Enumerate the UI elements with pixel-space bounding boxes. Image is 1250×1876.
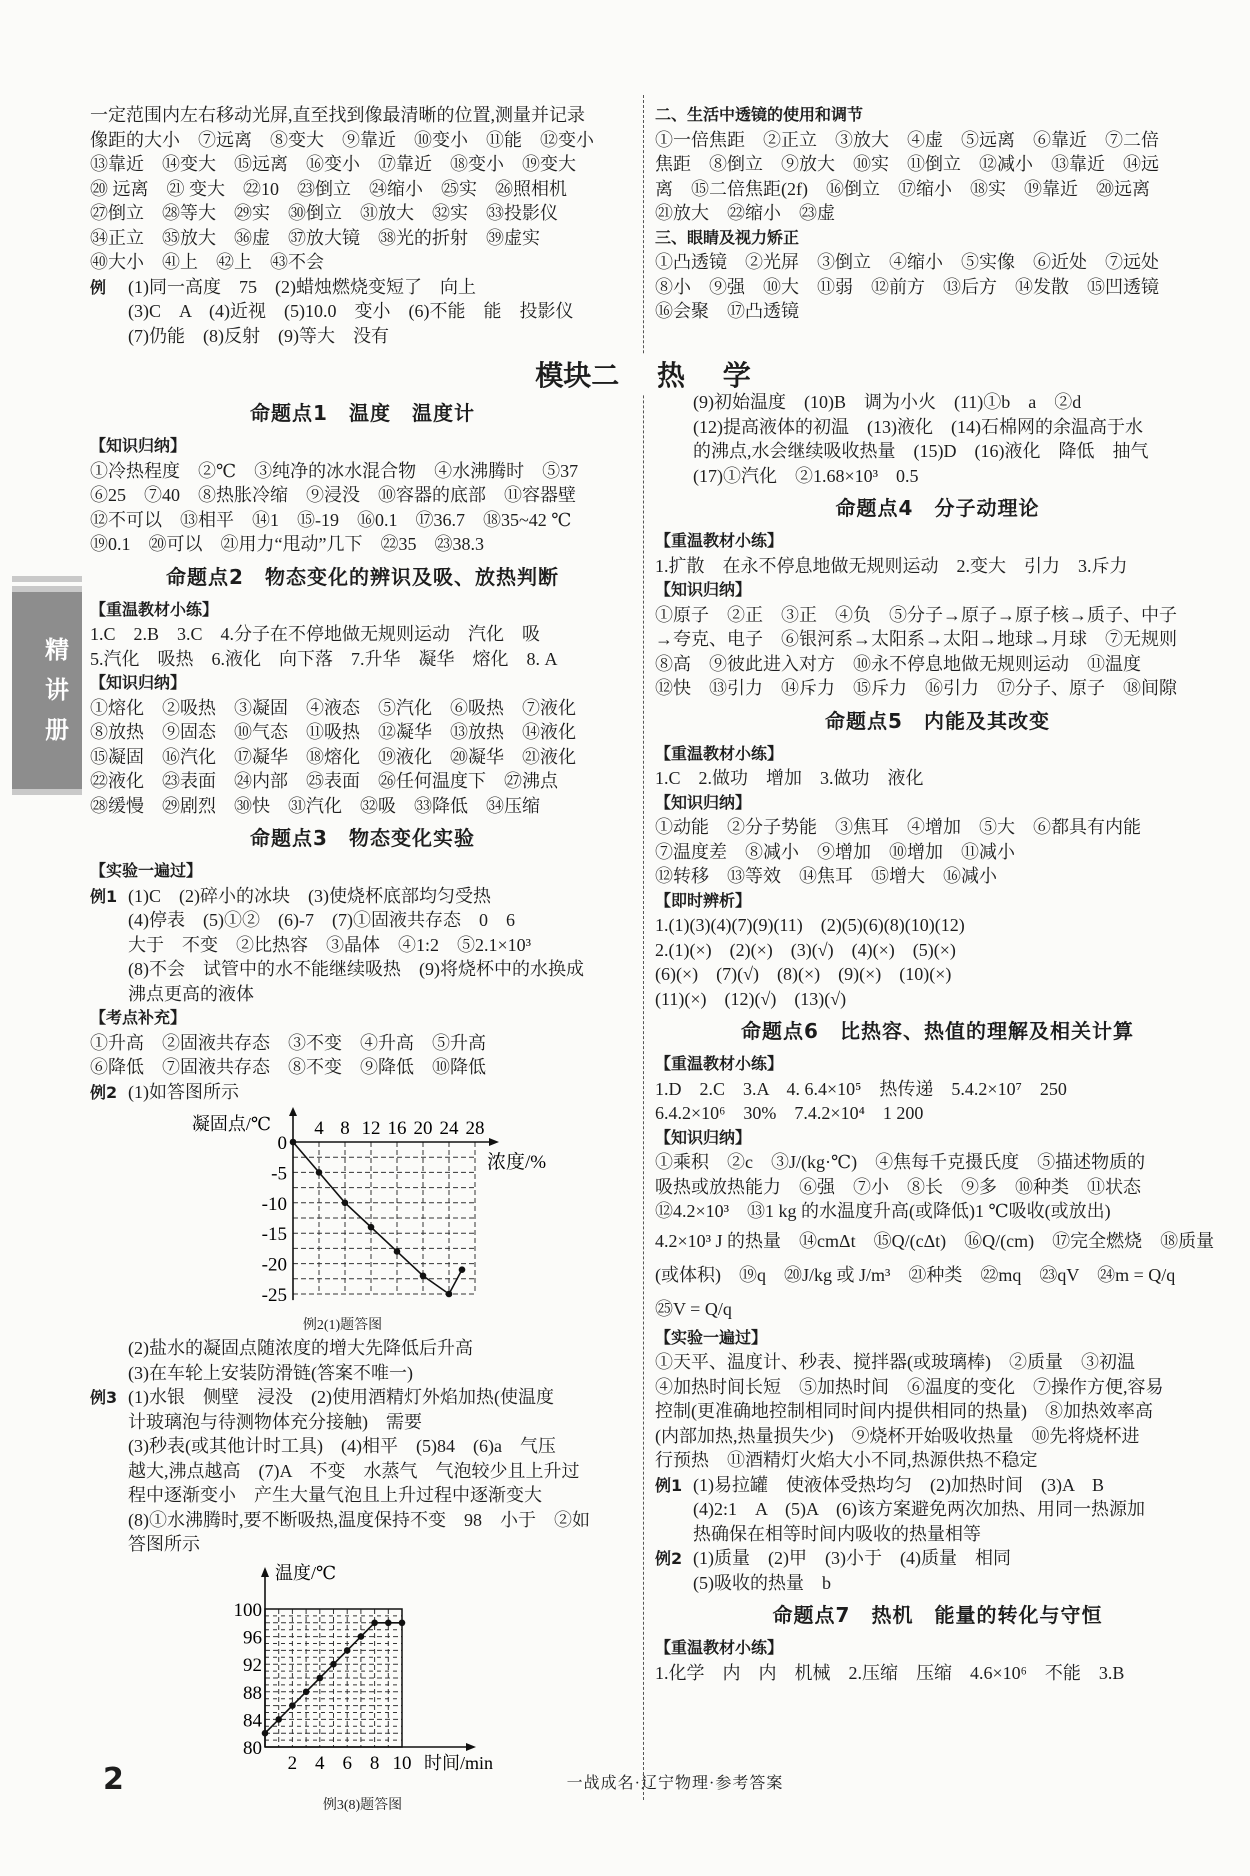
answer-line: ①动能 ②分子势能 ③焦耳 ④增加 ⑤大 ⑥都具有内能 xyxy=(655,817,1141,837)
answer-line: (9)初始温度 (10)B 调为小火 (11)①b a ②d xyxy=(693,392,1082,412)
chart-caption: 例2(1)题答图 xyxy=(302,1318,383,1333)
x-tick-label: 4 xyxy=(314,1118,324,1139)
column-divider xyxy=(643,95,644,1800)
answer-line: ⑯会聚 ⑰凸透镜 xyxy=(655,301,799,321)
answer-line: 大于 不变 ②比热容 ③晶体 ④1:2 ⑤2.1×10³ xyxy=(128,934,532,955)
answer-line: (3)C A (4)近视 (5)10.0 变小 (6)不能 能 投影仪 xyxy=(128,301,574,321)
answer-line: ㉑放大 ㉒缩小 ㉓虚 xyxy=(655,203,835,223)
answer-line: 计玻璃泡与待测物体充分接触) 需要 xyxy=(128,1411,422,1432)
top-left-column xyxy=(90,103,635,348)
answer-line: (12)提高液体的初温 (13)液化 (14)石棉网的余温高于水 xyxy=(693,416,1143,437)
answer-line: 1.扩散 在永不停息地做无规则运动 2.变大 引力 3.斥力 xyxy=(655,555,1128,576)
answer-line: ①一倍焦距 ②正立 ③放大 ④虚 ⑤远离 ⑥靠近 ⑦二倍 xyxy=(655,129,1159,150)
answer-line: 行预热 ⑪酒精灯火焰大小不同,热源供热不稳定 xyxy=(655,1450,1038,1470)
section-heading: 命题点4 分子动理论 xyxy=(835,496,1040,520)
example-label: 例3 xyxy=(90,1388,118,1407)
subsection-label: 【重温教材小练】 xyxy=(655,743,784,763)
answer-line: ⑫快 ⑬引力 ⑭斥力 ⑮斥力 ⑯引力 ⑰分子、原子 ⑱间隙 xyxy=(655,678,1177,698)
answer-line: ㉗倒立 ㉘等大 ㉙实 ㉚倒立 ㉛放大 ㉜实 ㉝投影仪 xyxy=(90,203,558,223)
answer-line: 2.(1)(×) (2)(×) (3)(√) (4)(×) (5)(×) xyxy=(655,939,956,960)
answer-text: (1)同一高度 75 (2)蜡烛燃烧变短了 向上 xyxy=(128,276,476,297)
y-tick-label: 84 xyxy=(243,1709,262,1731)
x-axis-label: 时间/min xyxy=(424,1752,494,1773)
example-line xyxy=(90,275,635,300)
answer-line: ㉒液化 ㉓表面 ㉔内部 ㉕表面 ㉖任何温度下 ㉗沸点 xyxy=(90,771,558,791)
answer-line: (内部加热,热量损失少) ⑨烧杯开始吸收热量 ⑩先将烧杯进 xyxy=(655,1425,1140,1446)
subsection-label: 【知识归纳】 xyxy=(655,792,752,812)
data-point xyxy=(459,1266,466,1273)
subsection-label: 【重温教材小练】 xyxy=(655,531,784,550)
y-tick-label: -20 xyxy=(261,1254,287,1276)
subsection-label: 【重温教材小练】 xyxy=(655,1638,784,1657)
answer-line: 控制(更准确地控制相同时间内提供相同的热量) ⑧加热效率高 xyxy=(655,1401,1153,1421)
example-line xyxy=(90,1385,635,1410)
y-tick-label: 80 xyxy=(243,1737,262,1759)
x-tick-label: 2 xyxy=(287,1752,298,1774)
x-tick-label: 10 xyxy=(392,1752,412,1774)
answer-line: 像距的大小 ⑦远离 ⑧变大 ⑨靠近 ⑩变小 ⑪能 ⑫变小 xyxy=(90,129,594,150)
answer-line: ①原子 ②正 ③正 ④负 ⑤分子→原子→原子核→质子、中子 xyxy=(655,604,1177,625)
data-point xyxy=(275,1716,282,1723)
data-point xyxy=(342,1200,349,1207)
x-tick-label: 24 xyxy=(439,1118,459,1139)
data-point xyxy=(317,1674,324,1681)
subsection-label: 【知识归纳】 xyxy=(90,436,187,455)
answer-line: 越大,沸点越高 (7)A 不变 水蒸气 气泡较少且上升过 xyxy=(128,1460,580,1481)
y-tick-label: 88 xyxy=(243,1682,262,1704)
answer-line: 1.化学 内 内 机械 2.压缩 压缩 4.6×10⁶ 不能 3.B xyxy=(655,1662,1125,1683)
subsection-label: 【知识归纳】 xyxy=(655,580,752,599)
answer-line: ①熔化 ②吸热 ③凝固 ④液态 ⑤汽化 ⑥吸热 ⑦液化 xyxy=(90,697,576,718)
y-tick-label: -5 xyxy=(271,1163,287,1185)
chart-block xyxy=(90,1557,635,1817)
answer-line: 1.C 2.做功 增加 3.做功 液化 xyxy=(655,768,924,788)
right-column xyxy=(655,390,1220,1685)
y-tick-label: -25 xyxy=(261,1285,287,1306)
y-tick-label: 0 xyxy=(277,1133,287,1154)
answer-line: ①升高 ②固液共存态 ③不变 ④升高 ⑤升高 xyxy=(90,1032,486,1053)
answer-line: ⑧高 ⑨彼此进入对方 ⑩永不停息地做无规则运动 ⑪温度 xyxy=(655,653,1141,674)
answer-line: 的沸点,水会继续吸收热量 (15)D (16)液化 降低 抽气 xyxy=(693,441,1149,461)
section-heading: 命题点3 物态变化实验 xyxy=(250,826,475,850)
y-tick-label: -15 xyxy=(261,1224,287,1246)
answer-text: (1)质量 (2)甲 (3)小于 (4)质量 相同 xyxy=(693,1548,1011,1568)
topic-heading: 二、生活中透镜的使用和调节 xyxy=(655,105,864,124)
answer-line: ⑫转移 ⑬等效 ⑭焦耳 ⑮增大 ⑯减小 xyxy=(655,866,997,886)
answer-line: ④加热时间长短 ⑤加热时间 ⑥温度的变化 ⑦操作方便,容易 xyxy=(655,1376,1164,1397)
subsection-label: 【重温教材小练】 xyxy=(655,1054,784,1073)
answer-text: (1)如答图所示 xyxy=(128,1081,239,1102)
x-tick-label: 28 xyxy=(465,1118,485,1139)
section-heading: 命题点1 温度 温度计 xyxy=(250,401,475,425)
answer-line: ⑧放热 ⑨固态 ⑩气态 ⑪吸热 ⑫凝华 ⑬放热 ⑭液化 xyxy=(90,722,576,742)
data-point xyxy=(420,1272,427,1279)
section-heading: 命题点5 内能及其改变 xyxy=(825,708,1050,733)
answer-line: ①天平、温度计、秒表、搅拌器(或玻璃棒) ②质量 ③初温 xyxy=(655,1352,1135,1372)
data-point xyxy=(344,1647,351,1654)
data-point xyxy=(368,1224,375,1231)
subsection-label: 【实验一遍过】 xyxy=(655,1327,768,1347)
answer-line: (8)不会 试管中的水不能继续吸热 (9)将烧杯中的水换成 xyxy=(128,959,584,979)
example-label: 例1 xyxy=(90,886,118,906)
answer-line: 答图所示 xyxy=(128,1534,200,1554)
formula-line: 4.2×10³ J 的热量 ⑭cmΔt ⑮Q/(cΔt) ⑯Q/(cm) ⑰完全燃烧 ⑱质量 xyxy=(655,1230,1215,1251)
answer-line: (3)秒表(或其他计时工具) (4)相平 (5)84 (6)a 气压 xyxy=(128,1436,556,1456)
answer-line: (4)2:1 A (5)A (6)该方案避免两次加热、用同一热源加 xyxy=(693,1499,1145,1519)
example-label: 例 xyxy=(90,277,107,297)
data-point xyxy=(358,1633,365,1640)
answer-line: 1.(1)(3)(4)(7)(9)(11) (2)(5)(6)(8)(10)(12) xyxy=(655,915,965,935)
answer-line: (17)①汽化 ②1.68×10³ 0.5 xyxy=(693,465,919,486)
chart-1 xyxy=(90,1104,635,1334)
data-point xyxy=(385,1619,392,1626)
formula-line: ㉕V = Q/q xyxy=(655,1298,732,1319)
x-tick-label: 12 xyxy=(361,1118,381,1139)
answer-line: →夸克、电子 ⑥银河系→太阳系→太阳→地球→月球 ⑦无规则 xyxy=(655,629,1177,649)
answer-line: (7)仍能 (8)反射 (9)等大 没有 xyxy=(128,325,389,346)
answer-line: ⑫4.2×10³ ⑬1 kg 的水温度升高(或降低)1 ℃吸收(或放出) xyxy=(655,1201,1111,1221)
example-line xyxy=(90,884,635,909)
data-point xyxy=(303,1688,310,1695)
x-axis-arrow xyxy=(489,1138,499,1146)
x-axis-arrow xyxy=(466,1743,476,1751)
subsection-label: 【实验一遍过】 xyxy=(90,861,203,880)
x-tick-label: 8 xyxy=(340,1118,350,1139)
x-tick-label: 20 xyxy=(413,1118,433,1139)
answer-line: 5.汽化 吸热 6.液化 向下落 7.升华 凝华 熔化 8. A xyxy=(90,648,558,669)
answer-line: (5)吸收的热量 b xyxy=(693,1572,831,1593)
chart-svg xyxy=(90,1557,510,1789)
answer-line: ①乘积 ②c ③J/(kg·℃) ④焦每千克摄氏度 ⑤描述物质的 xyxy=(655,1152,1146,1172)
section-heading: 命题点2 物态变化的辨识及吸、放热判断 xyxy=(166,564,559,589)
answer-line: ①冷热程度 ②℃ ③纯净的冰水混合物 ④水沸腾时 ⑤37 xyxy=(90,460,579,481)
example-line xyxy=(655,1546,1220,1571)
example-line xyxy=(655,1473,1220,1498)
subsection-label: 【知识归纳】 xyxy=(90,673,187,692)
y-axis-label: 温度/℃ xyxy=(275,1562,337,1583)
side-tab-label: 精讲册 xyxy=(45,636,69,744)
y-tick-label: 96 xyxy=(243,1627,262,1649)
subsection-label: 【重温教材小练】 xyxy=(90,599,219,619)
x-axis-label: 浓度/% xyxy=(487,1152,547,1173)
data-point xyxy=(399,1619,406,1626)
subsection-label: 【考点补充】 xyxy=(90,1008,187,1027)
answer-line: 1.D 2.C 3.A 4. 6.4×10⁵ 热传递 5.4.2×10⁷ 250 xyxy=(655,1078,1067,1099)
data-point xyxy=(371,1619,378,1626)
answer-line: ⑧小 ⑨强 ⑩大 ⑪弱 ⑫前方 ⑬后方 ⑭发散 ⑮凹透镜 xyxy=(655,276,1159,297)
y-tick-label: 92 xyxy=(243,1654,262,1676)
data-point xyxy=(316,1169,323,1176)
answer-line: 沸点更高的液体 xyxy=(128,983,254,1004)
chart-svg xyxy=(90,1104,547,1309)
answer-line: (2)盐水的凝固点随浓度的增大先降低后升高 xyxy=(128,1338,473,1358)
answer-line: (8)①水沸腾时,要不断吸热,温度保持不变 98 小于 ②如 xyxy=(128,1509,590,1530)
answer-line: 焦距 ⑧倒立 ⑨放大 ⑩实 ⑪倒立 ⑫减小 ⑬靠近 ⑭远 xyxy=(655,154,1159,174)
answer-line: ⑥降低 ⑦固液共存态 ⑧不变 ⑨降低 ⑩降低 xyxy=(90,1057,486,1077)
y-tick-label: 100 xyxy=(233,1599,262,1621)
subsection-label: 【即时辨析】 xyxy=(655,890,752,910)
answer-line: (6)(×) (7)(√) (8)(×) (9)(×) (10)(×) xyxy=(655,964,952,984)
answer-line: ⑲0.1 ⑳可以 ㉑用力“甩动”几下 ㉒35 ㉓38.3 xyxy=(90,534,484,554)
x-tick-label: 6 xyxy=(342,1752,352,1774)
answer-line: ㊵大小 ㊶上 ㊷上 ㊸不会 xyxy=(90,252,324,272)
answer-line: ⑮凝固 ⑯汽化 ⑰凝华 ⑱熔化 ⑲液化 ⑳凝华 ㉑液化 xyxy=(90,746,576,767)
section-heading: 命题点6 比热容、热值的理解及相关计算 xyxy=(741,1019,1134,1043)
answer-line: ㉞正立 ㉟放大 ㊱虚 ㊲放大镜 ㊳光的折射 ㊴虚实 xyxy=(90,227,540,248)
chart-block xyxy=(90,1104,635,1336)
y-axis-arrow xyxy=(261,1567,269,1577)
section-side-tab xyxy=(12,590,82,795)
section-heading: 命题点7 热机 能量的转化与守恒 xyxy=(772,1603,1103,1627)
answer-line: ⑥25 ⑦40 ⑧热胀冷缩 ⑨浸没 ⑩容器的底部 ⑪容器壁 xyxy=(90,485,576,505)
answer-line: 程中逐渐变小 产生大量气泡且上升过程中逐渐变大 xyxy=(128,1485,542,1505)
data-point xyxy=(446,1291,453,1298)
page-number: 2 xyxy=(103,1762,124,1797)
y-axis-arrow xyxy=(289,1107,297,1116)
answer-line: 热确保在相等时间内吸收的热量相等 xyxy=(693,1523,981,1544)
topic-heading: 三、眼睛及视力矫正 xyxy=(655,227,800,247)
subsection-label: 【知识归纳】 xyxy=(655,1127,752,1147)
answer-line: ⑳ 远离 ㉑ 变大 ㉒10 ㉓倒立 ㉔缩小 ㉕实 ㉖照相机 xyxy=(90,178,567,199)
answer-line: ⑦温度差 ⑧减小 ⑨增加 ⑩增加 ⑪减小 xyxy=(655,841,1015,862)
top-right-column xyxy=(655,103,1220,324)
answer-line: ⑫不可以 ⑬相平 ⑭1 ⑮-19 ⑯0.1 ⑰36.7 ⑱35~42 ℃ xyxy=(90,509,572,530)
example-label: 例2 xyxy=(90,1082,118,1102)
answer-line: 吸热或放热能力 ⑥强 ⑦小 ⑧长 ⑨多 ⑩种类 ⑪状态 xyxy=(655,1176,1141,1197)
data-point xyxy=(394,1248,401,1255)
example-label: 例1 xyxy=(655,1475,683,1495)
answer-text: (1)水银 侧壁 浸没 (2)使用酒精灯外焰加热(使温度 xyxy=(128,1387,554,1407)
answer-line: ㉘缓慢 ㉙剧烈 ㉚快 ㉛汽化 ㉜吸 ㉝降低 ㉞压缩 xyxy=(90,795,540,816)
answer-line: 一定范围内左右移动光屏,直至找到像最清晰的位置,测量并记录 xyxy=(90,105,585,125)
x-tick-label: 16 xyxy=(387,1118,407,1139)
chart-caption: 例3(8)题答图 xyxy=(322,1797,403,1813)
answer-line: 1.C 2.B 3.C 4.分子在不停地做无规则运动 汽化 吸 xyxy=(90,624,541,644)
data-point xyxy=(330,1660,337,1667)
module-title: 模块二 热 学 xyxy=(400,354,886,394)
answer-line: (4)停表 (5)①② (6)-7 (7)①固液共存态 0 6 xyxy=(128,910,515,930)
answer-line: 6.4.2×10⁶ 30% 7.4.2×10⁴ 1 200 xyxy=(655,1103,924,1123)
example-line xyxy=(90,1080,635,1105)
x-tick-label: 8 xyxy=(369,1752,380,1774)
answer-text: (1)易拉罐 使液体受热均匀 (2)加热时间 (3)A B xyxy=(693,1474,1104,1495)
x-tick-label: 4 xyxy=(315,1752,325,1774)
data-point xyxy=(262,1729,269,1736)
answer-line: (3)在车轮上安装防滑链(答案不唯一) xyxy=(128,1362,413,1383)
example-label: 例2 xyxy=(655,1549,683,1568)
data-point xyxy=(289,1702,296,1709)
answer-line: ①凸透镜 ②光屏 ③倒立 ④缩小 ⑤实像 ⑥近处 ⑦远处 xyxy=(655,252,1159,272)
y-tick-label: -10 xyxy=(261,1193,287,1215)
answer-line: ⑬靠近 ⑭变大 ⑮远离 ⑯变小 ⑰靠近 ⑱变小 ⑲变大 xyxy=(90,154,576,174)
answer-text: (1)C (2)碎小的冰块 (3)使烧杯底部均匀受热 xyxy=(128,885,491,906)
footer-text: 一战成名·辽宁物理·参考答案 xyxy=(566,1775,784,1792)
data-point xyxy=(290,1139,297,1146)
answer-line: 离 ⑮二倍焦距(2f) ⑯倒立 ⑰缩小 ⑱实 ⑲靠近 ⑳远离 xyxy=(655,178,1150,199)
formula-line: (或体积) ⑲q ⑳J/kg 或 J/m³ ㉑种类 ㉒mq ㉓qV ㉔m = Q/q xyxy=(655,1264,1176,1285)
y-axis-label: 凝固点/℃ xyxy=(191,1114,271,1134)
answer-line: (11)(×) (12)(√) (13)(√) xyxy=(655,988,847,1009)
left-column xyxy=(90,393,635,1817)
chart-2 xyxy=(90,1557,635,1814)
